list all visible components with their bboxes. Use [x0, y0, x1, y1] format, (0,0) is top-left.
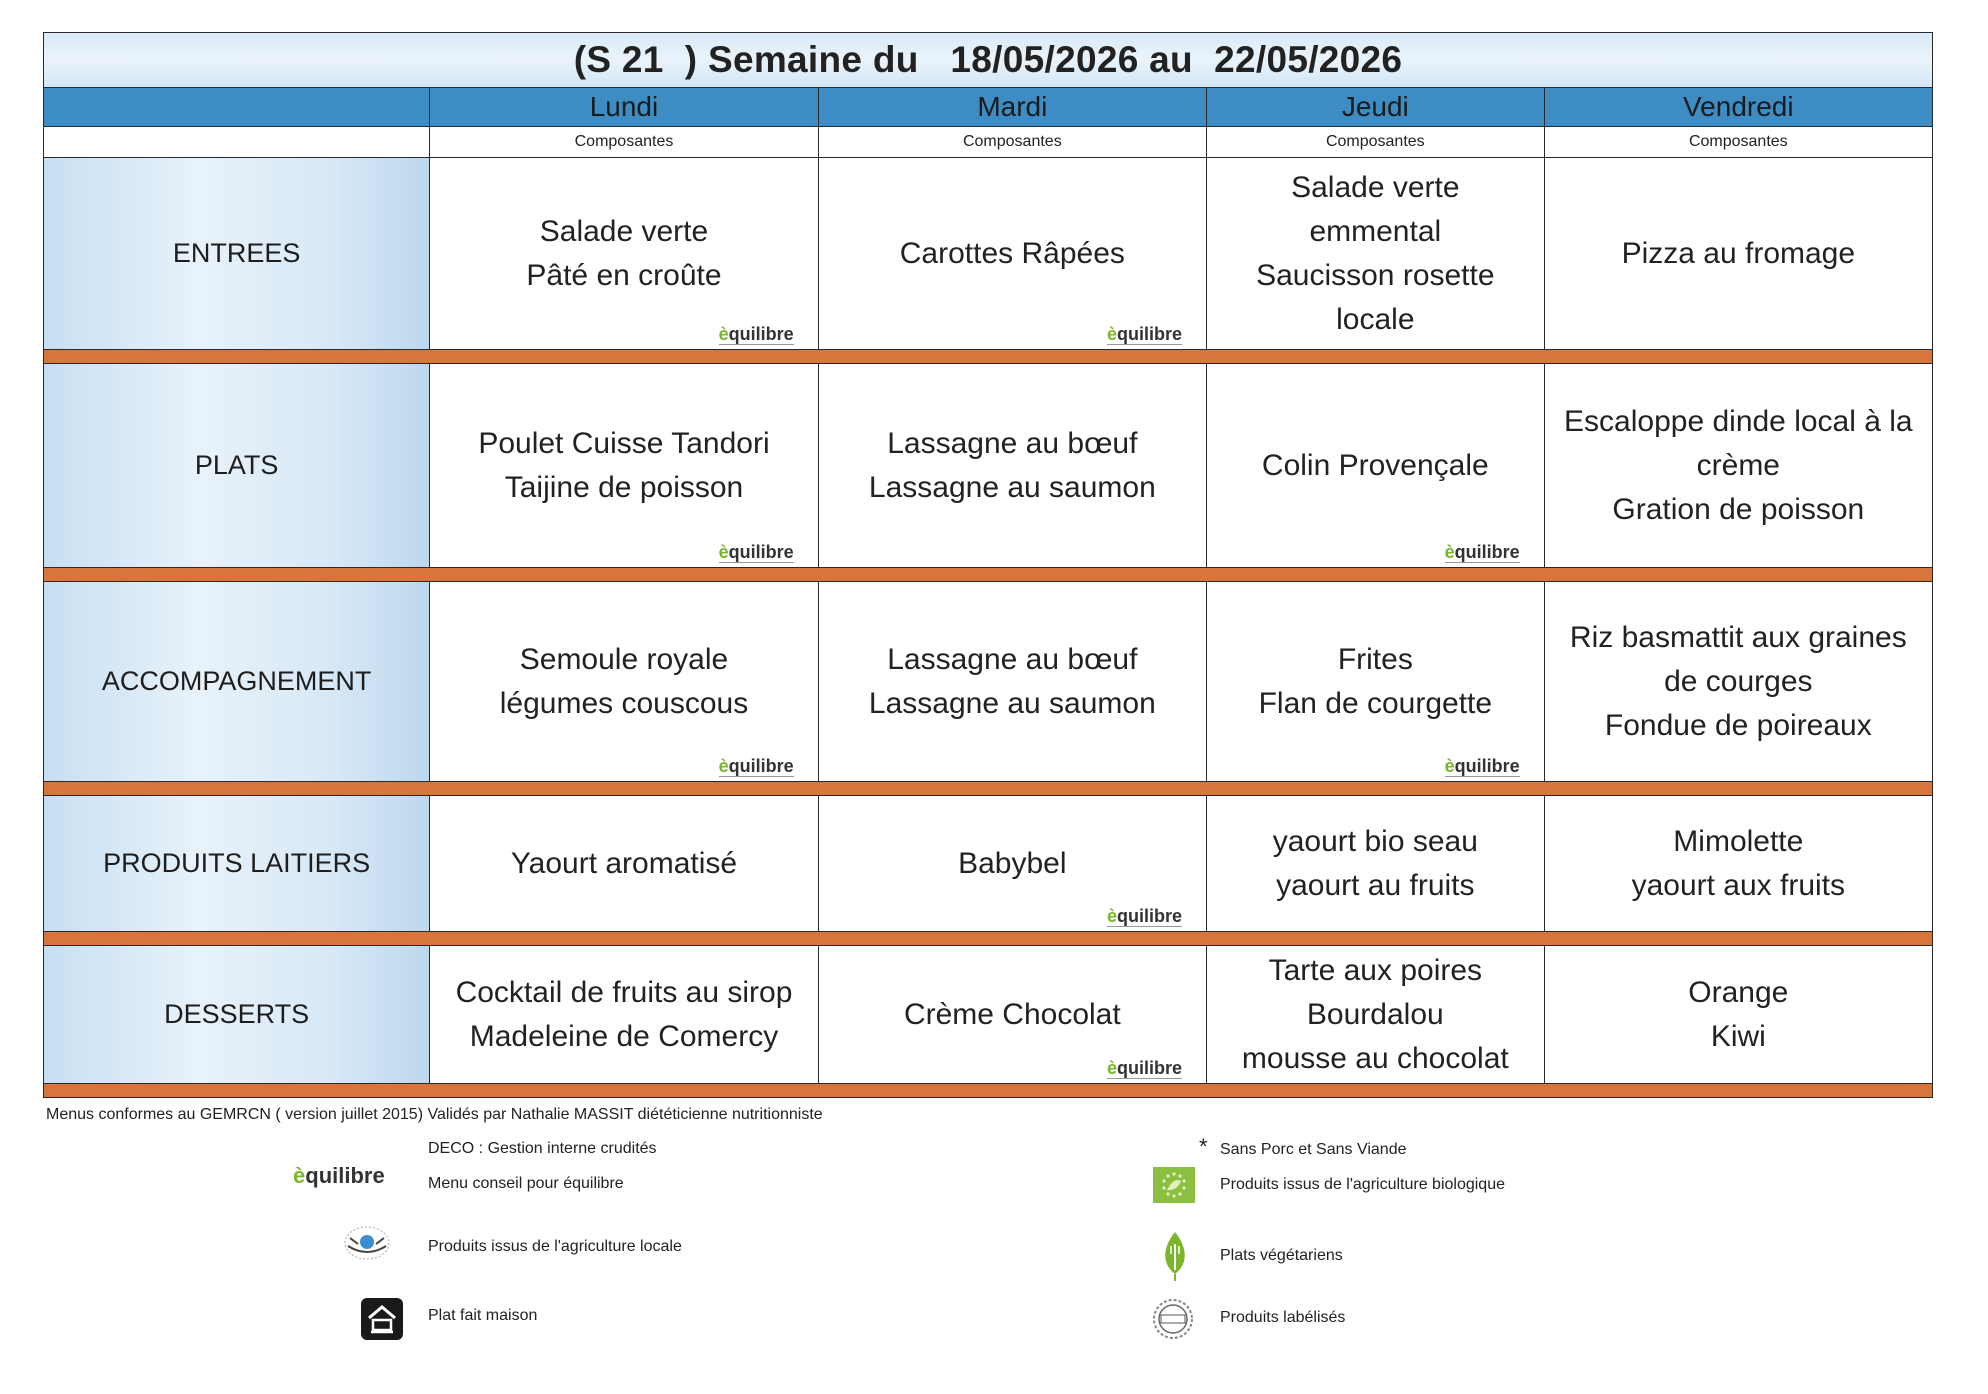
equilibre-logo-icon	[293, 1163, 385, 1189]
dish-line: Carottes Râpées	[899, 236, 1125, 270]
dish-line: Crème Chocolat	[903, 997, 1121, 1031]
dish-line: Frites	[1337, 642, 1413, 676]
category-label: PRODUITS LAITIERS	[44, 796, 430, 932]
dish-cell-lundi	[430, 364, 818, 568]
menu-body	[44, 158, 1933, 1098]
dish-line: Lassagne au bœuf	[887, 426, 1138, 460]
dish-line: Escaloppe dinde local à la	[1564, 404, 1913, 438]
equilibre-badge-e: è	[1106, 1058, 1117, 1078]
corner-sub-cell	[44, 127, 430, 158]
equilibre-badge-icon	[1107, 907, 1182, 927]
equilibre-badge-e: è	[1444, 542, 1455, 562]
equilibre-badge-text: quilibre	[728, 756, 794, 776]
legend-sans-porc: Sans Porc et Sans Viande	[1220, 1141, 1407, 1158]
dish-cell-lundi	[430, 946, 818, 1084]
vegetarian-icon	[1160, 1230, 1190, 1287]
dish-line: locale	[1336, 302, 1415, 336]
dish-line: Yaourt aromatisé	[510, 846, 738, 880]
dish-line: Kiwi	[1710, 1019, 1766, 1053]
equilibre-badge-icon	[719, 757, 794, 777]
category-label: DESSERTS	[44, 946, 430, 1084]
dish-line: Lassagne au bœuf	[887, 642, 1138, 676]
equilibre-badge-text: quilibre	[1116, 324, 1182, 344]
equilibre-badge-icon	[1445, 543, 1520, 563]
week-title	[43, 32, 1933, 87]
equilibre-badge-text: quilibre	[728, 324, 794, 344]
dish-line: Gration de poisson	[1612, 492, 1865, 526]
legend-deco: DECO : Gestion interne crudités	[428, 1140, 657, 1157]
dish-line: yaourt bio seau	[1272, 824, 1478, 858]
dish-cell-vendredi	[1544, 364, 1932, 568]
row-separator	[44, 782, 1933, 796]
dish-cell-lundi	[430, 796, 818, 932]
dish-line: Colin Provençale	[1261, 448, 1489, 482]
dish-line: emmental	[1309, 214, 1442, 248]
subheader-jeudi: Composantes	[1207, 127, 1545, 158]
subheader-lundi: Composantes	[430, 127, 818, 158]
dish-line: Lassagne au saumon	[868, 470, 1156, 504]
dish-cell-lundi	[430, 582, 818, 782]
star-symbol: *	[1199, 1134, 1208, 1159]
equilibre-badge-text: quilibre	[1116, 906, 1182, 926]
dish-line: Pâté en croûte	[526, 258, 722, 292]
dish-line: yaourt au fruits	[1276, 868, 1475, 902]
equilibre-badge-text: quilibre	[1454, 756, 1520, 776]
equilibre-badge-icon	[1107, 325, 1182, 345]
local-agriculture-icon	[342, 1224, 392, 1267]
legend-maison: Plat fait maison	[428, 1307, 538, 1324]
category-row	[44, 796, 1933, 932]
category-row	[44, 158, 1933, 350]
row-separator	[44, 932, 1933, 946]
equilibre-logo-text: quilibre	[305, 1163, 385, 1188]
legend-vegetarien: Plats végétariens	[1220, 1247, 1343, 1264]
day-header-jeudi: Jeudi	[1207, 88, 1545, 127]
day-header-lundi: Lundi	[430, 88, 818, 127]
category-row	[44, 946, 1933, 1084]
dish-line: Poulet Cuisse Tandori	[478, 426, 770, 460]
dish-line: crème	[1696, 448, 1780, 482]
equilibre-e: è	[293, 1163, 306, 1188]
dish-line: Saucisson rosette	[1256, 258, 1495, 292]
dish-line: Lassagne au saumon	[868, 686, 1156, 720]
gemrcn-note: Menus conformes au GEMRCN ( version juillet 2015) Validés par Nathalie MASSIT diététicienne nutritionniste	[46, 1106, 823, 1123]
dish-line: yaourt aux fruits	[1631, 868, 1846, 902]
dish-line: Madeleine de Comercy	[469, 1019, 779, 1053]
week-title-text: (S 21 ) Semaine du 18/05/2026 au 22/05/2026	[573, 39, 1403, 80]
separator-bar	[44, 568, 1933, 582]
day-header-vendredi: Vendredi	[1544, 88, 1932, 127]
category-row	[44, 364, 1933, 568]
equilibre-badge-e: è	[718, 324, 729, 344]
dish-cell-vendredi	[1544, 582, 1932, 782]
equilibre-badge-e: è	[718, 756, 729, 776]
separator-bar	[44, 350, 1933, 364]
dish-cell-mardi	[818, 582, 1206, 782]
bio-leaf-icon	[1153, 1167, 1195, 1208]
row-separator	[44, 568, 1933, 582]
menu-sheet	[43, 32, 1933, 1098]
legend-label: Produits labélisés	[1220, 1309, 1346, 1326]
menu-table	[43, 87, 1933, 1098]
dish-line: de courges	[1664, 664, 1813, 698]
dish-line: Pizza au fromage	[1621, 236, 1856, 270]
dish-cell-lundi	[430, 158, 818, 350]
row-separator	[44, 1084, 1933, 1098]
equilibre-badge-icon	[719, 325, 794, 345]
dish-line: Orange	[1688, 975, 1789, 1009]
equilibre-badge-e: è	[1106, 324, 1117, 344]
dish-line: Salade verte	[1291, 170, 1460, 204]
equilibre-badge-icon	[1445, 757, 1520, 777]
dish-line: mousse au chocolat	[1241, 1041, 1509, 1075]
legend-locale: Produits issus de l'agriculture locale	[428, 1238, 682, 1255]
subheader-row	[44, 127, 1933, 158]
equilibre-badge-e: è	[1444, 756, 1455, 776]
dish-line: Mimolette	[1673, 824, 1804, 858]
equilibre-badge-icon	[719, 543, 794, 563]
dish-line: Cocktail de fruits au sirop	[455, 975, 793, 1009]
equilibre-badge-text: quilibre	[1116, 1058, 1182, 1078]
legend-equilibre: Menu conseil pour équilibre	[428, 1175, 624, 1192]
category-label: PLATS	[44, 364, 430, 568]
dish-cell-mardi	[818, 946, 1206, 1084]
dish-line: Flan de courgette	[1258, 686, 1493, 720]
category-row	[44, 582, 1933, 782]
dish-cell-vendredi	[1544, 158, 1932, 350]
dish-cell-mardi	[818, 364, 1206, 568]
quality-label-icon	[1150, 1298, 1196, 1345]
dish-cell-vendredi	[1544, 946, 1932, 1084]
dish-cell-vendredi	[1544, 796, 1932, 932]
dish-cell-jeudi	[1207, 364, 1545, 568]
dish-line: Tarte aux poires	[1268, 953, 1483, 987]
dish-line: Fondue de poireaux	[1604, 708, 1872, 742]
separator-bar	[44, 932, 1933, 946]
subheader-mardi: Composantes	[818, 127, 1206, 158]
separator-bar	[44, 782, 1933, 796]
legend-bio: Produits issus de l'agriculture biologique	[1220, 1176, 1505, 1193]
dish-line: légumes couscous	[499, 686, 749, 720]
row-separator	[44, 350, 1933, 364]
dish-line: Bourdalou	[1306, 997, 1444, 1031]
dish-line: Semoule royale	[519, 642, 729, 676]
equilibre-badge-text: quilibre	[1454, 542, 1520, 562]
category-label: ENTREES	[44, 158, 430, 350]
dish-line: Salade verte	[539, 214, 709, 248]
dish-cell-mardi	[818, 796, 1206, 932]
equilibre-badge-e: è	[1106, 906, 1117, 926]
day-header-mardi: Mardi	[818, 88, 1206, 127]
category-label: ACCOMPAGNEMENT	[44, 582, 430, 782]
dish-cell-jeudi	[1207, 158, 1545, 350]
dish-cell-jeudi	[1207, 946, 1545, 1084]
dish-cell-jeudi	[1207, 582, 1545, 782]
dish-line: Taijine de poisson	[504, 470, 744, 504]
corner-cell	[44, 88, 430, 127]
separator-bar	[44, 1084, 1933, 1098]
equilibre-badge-e: è	[718, 542, 729, 562]
dish-line: Babybel	[958, 846, 1067, 880]
day-header-row	[44, 88, 1933, 127]
home-made-icon	[361, 1298, 403, 1345]
dish-line: Riz basmattit aux graines	[1569, 620, 1907, 654]
dish-cell-mardi	[818, 158, 1206, 350]
equilibre-badge-icon	[1107, 1059, 1182, 1079]
dish-cell-jeudi	[1207, 796, 1545, 932]
equilibre-badge-text: quilibre	[728, 542, 794, 562]
subheader-vendredi: Composantes	[1544, 127, 1932, 158]
